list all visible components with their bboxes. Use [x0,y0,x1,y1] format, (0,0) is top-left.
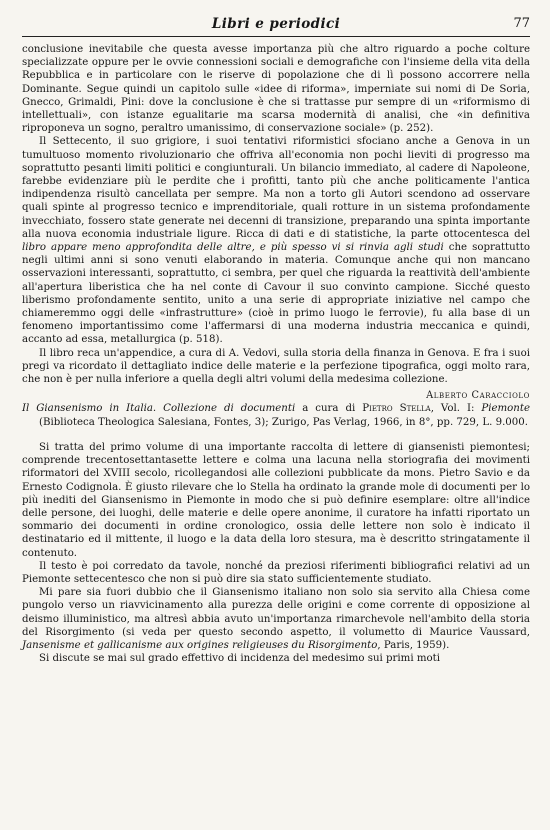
book-title: Il Giansenismo in Italia. Collezione di documenti [22,403,296,415]
paragraph [22,135,530,346]
text-run: Mi pare sia fuori dubbio che il Giansenismo italiano non solo sia servito alla Chiesa come pungolo verso un riavvicinamento alla purezza delle origini e come corrente di opposizione al deismo illuministico, ma altresì abbia avuto un'importanza rimarchevole nell'ambito della storia del Risorgimento (si veda per questo secondo aspetto, il volumetto di Maurice Vaussard, [22,587,530,638]
italic-text-run: libro appare meno approfondita delle altre, e più spesso vi si rinvia agli studi [22,242,444,254]
spacer [22,429,530,441]
document-page [22,14,530,665]
paragraph [22,586,530,652]
book-author: Pietro Stella [362,403,431,415]
text-run: che soprattutto negli ultimi anni si sono venuti elaborando in materia. Comunque anche qui non mancano osservazioni interessanti, soprattutto, ci sembra, per quel che riguarda la reattività dell'ambiente all'apertura liberistica che ha nel conte di Cavour il suo convinto campione. Sicché questo liberismo profondamente sentito, unito a una serie di appropriate iniziative nel campo che chiameremmo oggi delle «infrastrutture» (cioè in primo luogo le ferrovie), fu alla base di un fenomeno importantissimo come l'affermarsi di una moderna industria meccanica e quindi, accanto ad essa, metallurgica (p. 518). [22,242,530,346]
text-run: Il Settecento, il suo grigiore, i suoi tentativi riformistici sfociano anche a Genova in un tumultuoso momento rivoluzionario che offriva all'economia non pochi lieviti di progresso ma soprattutto pesanti limiti politici e congiunturali. Un bilancio immediato, al cadere di Napoleone, farebbe evidenziare più le perdite che i profitti, tanto più che anche politicamente l'antica indipendenza risultò cancellata per sempre. Ma non a torto gli Autori scendono ad osservare quali spinte al progresso tecnico e imprenditoriale, quali rotture in un sistema profondamente invecchiato, fossero state generate nei decenni di transizione, preparando una spinta importante alla nuova economia industriale ligure. Ricca di dati e di statistiche, la parte ottocentesca del [22,136,530,240]
paragraph: Il libro reca un'appendice, a cura di A. Vedovi, sulla storia della finanza in Genova. E fra i suoi pregi va ricordato il dettagliato indice delle materie e la perfezione tipografica, oggi molto rara, che non è per nulla inferiore a quella degli altri volumi della medesima collezione. [22,347,530,386]
paragraph: Si discute se mai sul grado effettivo di incidenza del medesimo sui primi moti [39,653,440,665]
running-title: Libri e periodici [211,16,341,32]
paragraph: conclusione inevitabile che questa avesse importanza più che altro riguardo a poche colture specializzate oppure per le ovvie connessioni sociali e demografiche con l'insieme della vita della Repubblica e in particolare con le riserve di popolazione che di lì possono accorrere nella Dominante. Segue quindi un capitolo sulle «idee di riforma», imperniate sui nomi di De Soria, Gnecco, Grimaldi, Pini: dove la conclusione è che si trattasse pur sempre di un «riformismo di intellettuali», con istanze egualitarie ma scarsa modernità di analisi, che «in definitiva riproponeva un sogno, peraltro umanissimo, di conservazione sociale» (p. 252). [22,44,530,135]
reviewer-signature: Alberto Caracciolo [426,390,530,402]
volume-title: Piemonte [481,403,530,415]
text-run: , Vol. I: [430,403,482,415]
page-number: 77 [513,16,530,31]
paragraph: Si tratta del primo volume di una importante raccolta di lettere di giansenisti piemontesi; comprende trecentosettantasette lettere e colma una lacuna nella storiografia dei movimenti riformatori del XVIII secolo, ricollegandosi alle collezioni pubblicate da mons. Pietro Savio e da Ernesto Codignola. È giusto rilevare che lo Stella ha ordinato la grande mole di documenti per lo più inediti del Giansenismo in Piemonte in modo che si può definire esemplare: oltre all'indice delle persone, dei luoghi, delle materie e delle opere anonime, il curatore ha infatti riportato un sommario dei documenti in ordine cronologico, ossia delle lettere non solo è indicato il destinatario ed il mittente, il luogo e la data della loro stesura, ma è descritto stringatamente il contenuto. [22,441,530,559]
text-run: a cura di [295,403,363,415]
body-text [22,43,530,665]
page-header [22,14,530,37]
publication-details: (Biblioteca Theologica Salesiana, Fontes, 3); Zurigo, Pas Verlag, 1966, in 8°, pp. 729, L. 9.000. [39,416,528,428]
paragraph: Il testo è poi corredato da tavole, nonché da preziosi riferimenti bibliografici relativi ad un Piemonte settecentesco che non si può dire sia stato sufficientemente studiato. [22,560,530,585]
book-reference [22,402,530,428]
text-run: , Paris, 1959). [377,639,450,651]
italic-text-run: Jansenisme et gallicanisme aux origines religieuses du Risorgimento [22,639,378,651]
